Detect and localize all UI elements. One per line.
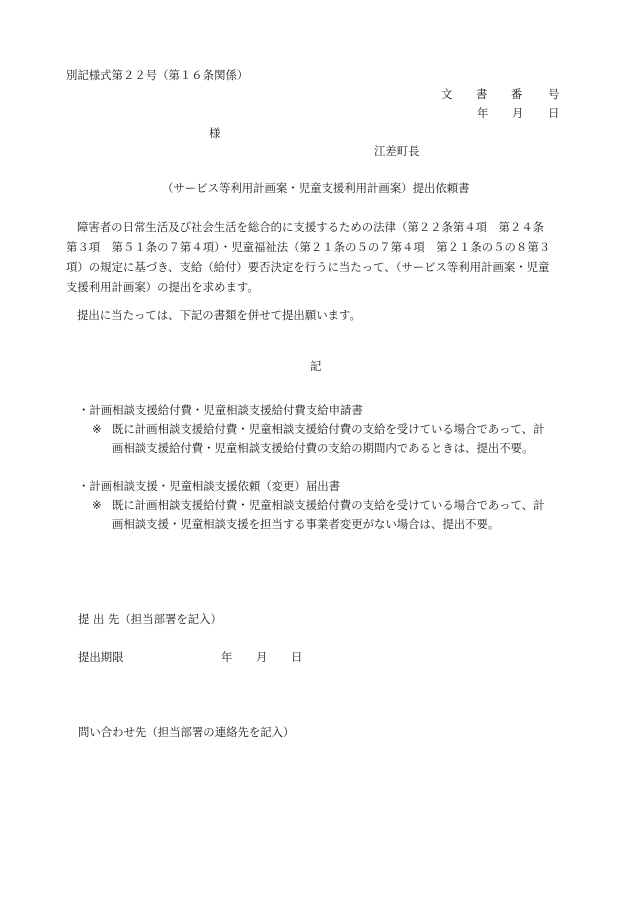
note-line: 既に計画相談支援給付費・児童相談支援給付費の支給を受けている場合であって、計	[112, 422, 545, 436]
deadline-month: 月	[256, 650, 268, 664]
deadline-year: 年	[221, 650, 233, 664]
paragraph1-line: 項）の規定に基づき、支給（給付）要否決定を行うに当たって、（サービス等利用計画案・児童	[66, 260, 550, 274]
date-month: 月	[512, 106, 524, 120]
form-id: 別記様式第２２号（第１６条関係）	[66, 68, 249, 82]
paragraph2: 提出に当たっては、下記の書類を併せて提出願います。	[77, 308, 361, 322]
document-title: （サービス等利用計画案・児童支援利用計画案）提出依頼書	[162, 181, 470, 195]
paragraph1-line: 支援利用計画案）の提出を求めます。	[66, 280, 259, 294]
note-mark: ※	[92, 498, 102, 512]
doc-number-char: 文	[441, 87, 453, 101]
note-line: 画相談支援・児童相談支援を担当する事業者変更がない場合は、提出不要。	[112, 517, 500, 531]
sender: 江差町長	[374, 144, 420, 158]
doc-number-char: 番	[511, 87, 523, 101]
date-day: 日	[548, 106, 560, 120]
deadline-label: 提出期限	[78, 650, 124, 664]
date-year: 年	[477, 106, 489, 120]
submit-to-label: 提 出 先（担当部署を記入）	[78, 612, 222, 626]
note-mark: ※	[92, 422, 102, 436]
note-line: 既に計画相談支援給付費・児童相談支援給付費の支給を受けている場合であって、計	[112, 498, 545, 512]
required-document-item: ・計画相談支援・児童相談支援依頼（変更）届出書	[78, 479, 340, 493]
addressee-suffix: 様	[209, 126, 221, 140]
paragraph1-line: 第３項 第５１条の７第４項）・児童福祉法（第２１条の５の７第４項 第２１条の５の８第３	[66, 240, 551, 254]
inquiry-label: 問い合わせ先（担当部署の連絡先を記入）	[78, 725, 295, 739]
ki-heading: 記	[310, 359, 322, 373]
doc-number-char: 号	[548, 87, 560, 101]
doc-number-char: 書	[476, 87, 488, 101]
deadline-day: 日	[291, 650, 303, 664]
required-document-item: ・計画相談支援給付費・児童相談支援給付費支給申請書	[78, 403, 363, 417]
note-line: 画相談支援給付費・児童相談支援給付費の支給の期間内であるときは、提出不要。	[112, 441, 534, 455]
paragraph1-line: 障害者の日常生活及び社会生活を総合的に支援するための法律（第２２条第４項 第２４条	[77, 220, 545, 234]
